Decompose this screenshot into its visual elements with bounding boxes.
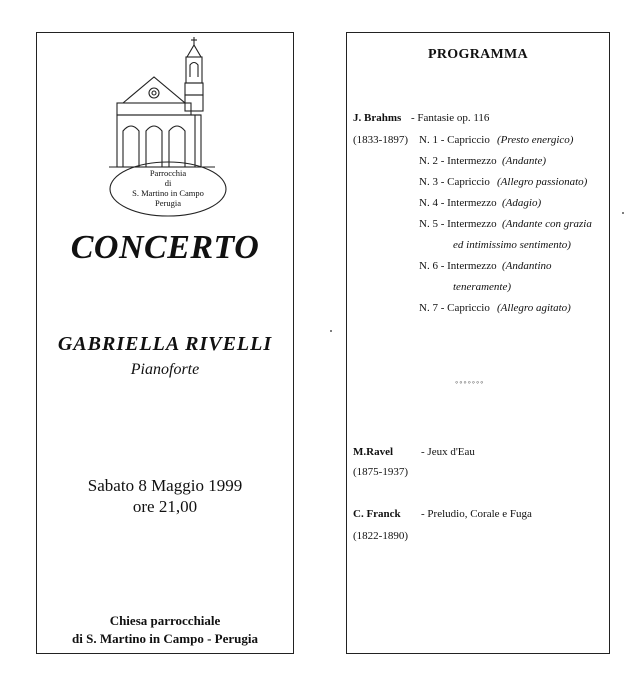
brahms-years: (1833-1897) [353, 134, 408, 146]
concert-date: Sabato 8 Maggio 1999 [87, 476, 243, 495]
program-item-num: N. 2 - Intermezzo [419, 155, 497, 167]
program-item-tempo: (Andante) [502, 155, 546, 167]
concert-title: CONCERTO [70, 229, 260, 266]
franck-composer: C. Franck [353, 508, 401, 520]
program-item-num: N. 6 - Intermezzo [419, 260, 497, 272]
logo-caption-2: di [164, 178, 172, 188]
program-panel [346, 32, 610, 654]
logo-caption-4: Perugia [155, 198, 181, 208]
program-item-num: N. 4 - Intermezzo [419, 197, 497, 209]
program-item-num: N. 7 - Capriccio [419, 302, 490, 314]
church-logo [105, 33, 235, 219]
performer-name: GABRIELLA RIVELLI [57, 333, 273, 355]
logo-caption-1: Parrocchia [149, 168, 187, 178]
cover-panel [36, 32, 294, 654]
venue-line-2: di S. Martino in Campo - Perugia [72, 631, 258, 646]
paper-speck [622, 212, 624, 214]
program-item-tempo-cont: teneramente) [453, 281, 512, 293]
concert-time: ore 21,00 [132, 497, 198, 516]
ravel-work: - Jeux d'Eau [421, 446, 475, 458]
ravel-composer: M.Ravel [353, 446, 394, 458]
program-item-tempo: (Presto energico) [497, 134, 574, 146]
program-item-num: N. 3 - Capriccio [419, 176, 490, 188]
ravel-years: (1875-1937) [353, 466, 408, 478]
ornament-divider: ◦◦◦◦◦◦◦ [455, 377, 485, 387]
paper-speck [330, 330, 332, 332]
church-drawing [105, 33, 235, 219]
logo-caption-3: S. Martino in Campo [132, 188, 204, 198]
brahms-composer: J. Brahms [353, 112, 402, 124]
program-item-tempo: (Allegro agitato) [497, 302, 571, 314]
program-item-tempo: (Allegro passionato) [497, 176, 588, 188]
franck-work: - Preludio, Corale e Fuga [421, 508, 532, 520]
venue-line-1: Chiesa parrocchiale [109, 613, 221, 628]
brahms-work: - Fantasie op. 116 [411, 112, 490, 124]
franck-years: (1822-1890) [353, 530, 408, 542]
program-item-tempo: (Adagio) [502, 197, 542, 209]
instrument-label: Pianoforte [130, 361, 200, 378]
program-item-tempo: (Andantino [502, 260, 552, 272]
program-item-tempo: (Andante con grazia [502, 218, 592, 230]
program-item-num: N. 1 - Capriccio [419, 134, 490, 146]
program-item-tempo-cont: ed intimissimo sentimento) [453, 239, 571, 251]
program-title: PROGRAMMA [428, 47, 528, 62]
program-item-num: N. 5 - Intermezzo [419, 218, 497, 230]
